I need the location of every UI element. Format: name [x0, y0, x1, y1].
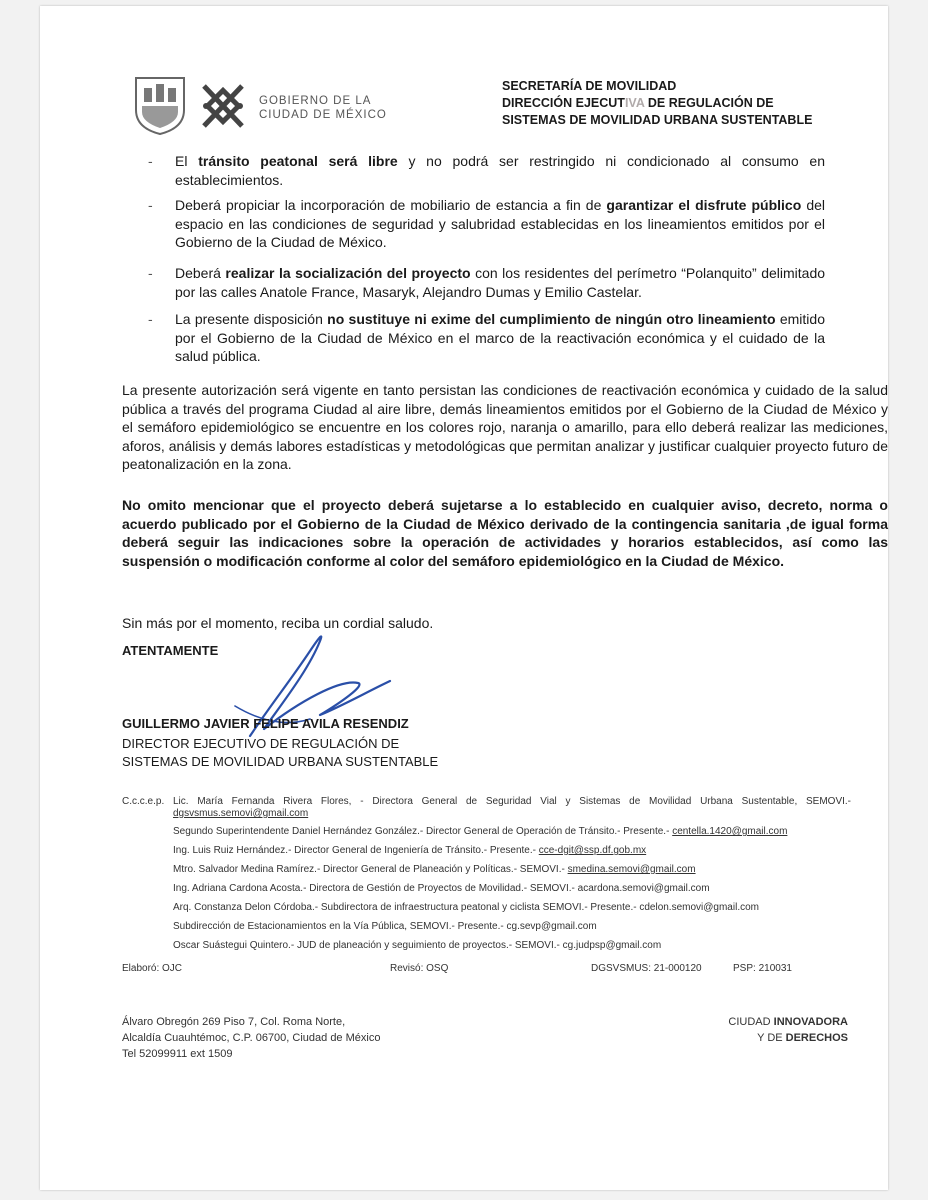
bullet-item [175, 196, 825, 252]
footer-slogan [648, 1014, 848, 1046]
cc-entry [173, 921, 851, 933]
folio-ref: DGSVSMUS: 21-000120 [591, 963, 702, 974]
address-line1: Álvaro Obregón 269 Piso 7, Col. Roma Norte, [122, 1016, 346, 1028]
bullet-text: con los residentes del perímetro “Polanquito” delimitado por las calles Anatole France, Masaryk, Alejandro Dumas y Emilio Castelar. [175, 265, 826, 300]
bullet-text: del espacio en las condiciones de seguridad y salubridad establecidas en los lineamientos emitidos por el Gobierno de la Ciudad de México. [175, 197, 825, 250]
bullet-text: Deberá propiciar la incorporación de mobiliario de estancia a fin de [175, 197, 607, 213]
cc-entry [173, 864, 851, 876]
bullet-item [175, 152, 825, 189]
cc-email[interactable]: cdelon.semovi@gmail.com [639, 902, 759, 913]
logo-text-line1: GOBIERNO DE LA [259, 95, 372, 107]
bullet-text: Deberá [175, 265, 226, 281]
cc-email[interactable]: cg.judpsp@gmail.com [562, 940, 662, 951]
cdmx-logo-text [259, 94, 387, 122]
slogan-text: CIUDAD [728, 1016, 774, 1028]
signer-title-line2: SISTEMAS DE MOVILIDAD URBANA SUSTENTABLE [122, 754, 439, 769]
cc-text: Lic. María Fernanda Rivera Flores, - Directora General de Seguridad Vial y Sistemas de Movilidad Urbana Sustentable, SEMOVI.- [173, 796, 851, 807]
bullet-item [175, 264, 825, 301]
slogan-line1 [648, 1014, 848, 1030]
cc-text: Oscar Suástegui Quintero.- JUD de planeación y seguimiento de proyectos.- SEMOVI.- [173, 940, 560, 951]
bullet-bold: no sustituye ni exime del cumplimiento de ningún otro lineamiento [327, 311, 776, 327]
bullet-text: La presente disposición [175, 311, 328, 327]
bullet-bold: garantizar el disfrute público [606, 197, 802, 213]
footer-address [122, 1014, 380, 1062]
cc-email[interactable]: cce-dgit@ssp.df.gob.mx [538, 845, 647, 856]
coat-of-arms-logo [134, 76, 186, 136]
bullet-mark: - [148, 265, 153, 281]
cc-email[interactable]: dgsvsmus.semovi@gmail.com [173, 808, 309, 819]
address-line2: Alcaldía Cuauhtémoc, C.P. 06700, Ciudad de México [122, 1032, 381, 1044]
dept-line2-a: DIRECCIÓN EJECUT [502, 96, 625, 110]
logo-text-line2: CIUDAD DE MÉXICO [259, 109, 387, 121]
cc-list [173, 796, 851, 952]
bullet-bold: tránsito peatonal será libre [198, 153, 398, 169]
bullet-text: El [175, 153, 199, 169]
cc-text: Mtro. Salvador Medina Ramírez.- Director General de Planeación y Políticas.- SEMOVI.- [173, 864, 565, 875]
cc-label: C.c.c.e.p. [122, 796, 165, 807]
bullet-mark: - [148, 153, 153, 169]
cc-email[interactable]: acardona.semovi@gmail.com [577, 883, 710, 894]
phone-line: Tel 52099911 ext 1509 [122, 1048, 233, 1060]
atentamente-label: ATENTAMENTE [122, 643, 219, 658]
cc-text: Arq. Constanza Delon Córdoba.- Subdirectora de infraestructura peatonal y ciclista SEMOVI.- Presente.- [173, 902, 637, 913]
slogan-bold: INNOVADORA [773, 1016, 848, 1028]
signer-title-line1: DIRECTOR EJECUTIVO DE REGULACIÓN DE [122, 736, 400, 751]
cc-entry [173, 845, 851, 857]
cc-text: Segundo Superintendente Daniel Hernández González.- Director General de Operación de Tránsito.- Presente.- [173, 826, 670, 837]
cc-text: Subdirección de Estacionamientos en la Vía Pública, SEMOVI.- Presente.- [173, 921, 504, 932]
bullet-text: y no podrá ser restringido ni condicionado al consumo en establecimientos. [175, 153, 825, 188]
cc-entry [173, 883, 851, 895]
slogan-text: Y DE [757, 1032, 786, 1044]
cc-email[interactable]: cg.sevp@gmail.com [506, 921, 597, 932]
bullet-bold: realizar la socialización del proyecto [225, 265, 471, 281]
signer-name: GUILLERMO JAVIER FELIPE AVILA RESENDIZ [122, 716, 409, 731]
signer-title [122, 735, 438, 771]
bullet-item [175, 310, 825, 366]
bullet-mark: - [148, 197, 153, 213]
elaboro-ref: Elaboró: OJC [122, 963, 183, 974]
slogan-line2 [648, 1030, 848, 1046]
notice-paragraph: No omito mencionar que el proyecto deberá sujetarse a lo establecido en cualquier aviso, decreto, norma o acuerdo publicado por el Gobierno de la Ciudad de México derivado de la contingencia sanitaria ,de igual forma deberá seguir las indicaciones sobre la operación de actividades y horarios establecidos, así como las suspensión o modificación conforme al color del semáforo epidemiológico en la Ciudad de México. [122, 497, 888, 569]
cc-text: Ing. Adriana Cardona Acosta.- Directora de Gestión de Proyectos de Movilidad.- SEMOVI.- [173, 883, 575, 894]
dept-line2-b: IVA [624, 96, 645, 110]
dept-line3: SISTEMAS DE MOVILIDAD URBANA SUSTENTABLE [502, 113, 813, 127]
cc-email[interactable]: centella.1420@gmail.com [672, 826, 788, 837]
document-page [40, 6, 888, 1190]
cc-entry [173, 796, 851, 820]
bullet-mark: - [148, 311, 153, 327]
cc-email[interactable]: smedina.semovi@gmail.com [567, 864, 696, 875]
dept-line2-c: DE REGULACIÓN DE [644, 96, 774, 110]
cc-entry [173, 940, 851, 952]
cc-entry [173, 902, 851, 914]
dept-line2 [502, 95, 862, 112]
department-header [502, 78, 862, 129]
validity-paragraph: La presente autorización será vigente en tanto persistan las condiciones de reactivación económica y cuidado de la salud pública a través del programa Ciudad al aire libre, demás lineamientos emitidos por el Gobierno de la Ciudad de México y el semáforo epidemiológico se encuentre en los colores rojo, naranja o amarillo, para ello deberá realizar las mediciones, aforos, análisis y demás labores estadísticas y metodológicas que permitan analizar y justificar cualquier proyecto futuro de peatonalización en la zona. [122, 382, 888, 472]
slogan-bold: DERECHOS [785, 1032, 848, 1044]
closing-line: Sin más por el momento, reciba un cordial saludo. [122, 615, 434, 631]
cc-text: Ing. Luis Ruiz Hernández.- Director General de Ingeniería de Tránsito.- Presente.- [173, 845, 536, 856]
bullet-text: emitido por el Gobierno de la Ciudad de México en el marco de la reactivación económica y el cuidado de la salud pública. [175, 311, 825, 364]
reviso-ref: Revisó: OSQ [390, 963, 449, 974]
cdmx-logo-icon [196, 78, 250, 134]
psp-ref: PSP: 210031 [733, 963, 792, 974]
cc-entry [173, 826, 851, 838]
dept-line1: SECRETARÍA DE MOVILIDAD [502, 79, 677, 93]
